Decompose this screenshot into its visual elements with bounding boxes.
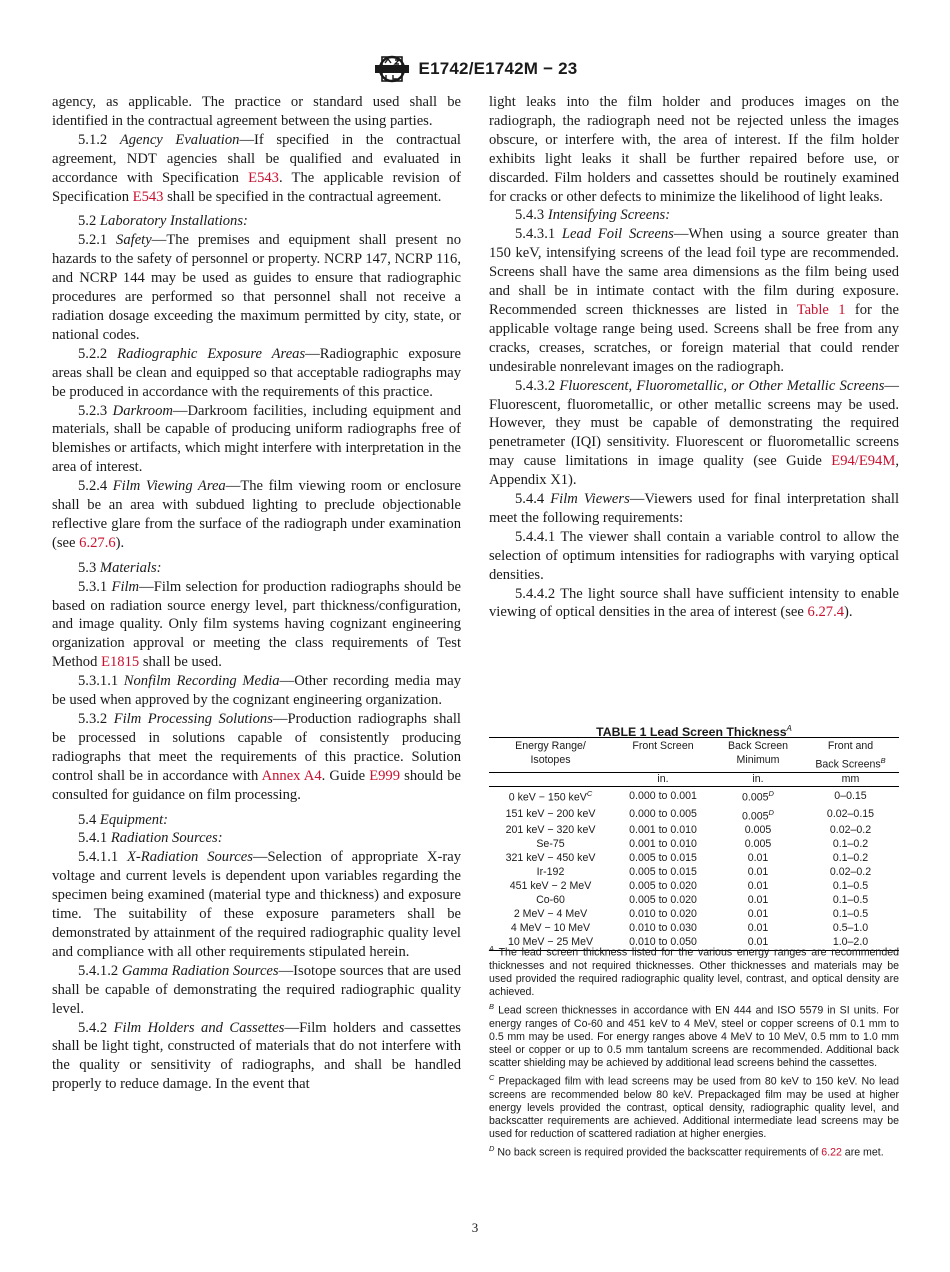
table-title: TABLE 1 Lead Screen Thickness$^A$ xyxy=(596,724,792,740)
link-e94-e94m[interactable]: E94/E94M xyxy=(831,453,896,470)
energy-cell: 10 MeV − 25 MeV xyxy=(489,936,612,951)
unit-cell: mm xyxy=(802,772,899,787)
energy-cell: 2 MeV − 4 MeV xyxy=(513,907,588,920)
section-5-4-1-1: 5.4.1.1 X-Radiation Sources—Selection of appropriate X-ray voltage and current levels is dependent upon variables regarding the specimen being examined (material type and thickness) and exposure time. The suitability of these exposure parameters shall be demonstrated by attainment of the required radiographic quality level and compliance with all other requirements stipulated herein. xyxy=(52,849,462,960)
energy-cell: Se-75 xyxy=(536,838,565,851)
back-screen-cell: 0.01 xyxy=(747,879,769,892)
section-5-2-2: 5.2.2 Radiographic Exposure Areas—Radiographic exposure areas shall be clean and equipped so that acceptable radiographs may be produced in accordance with the requirements of this practice. xyxy=(52,345,462,400)
front-and-back-cell: 0.1–0.5 xyxy=(832,907,869,920)
front-screen-cell: 0.001 to 0.010 xyxy=(629,838,697,851)
table-row xyxy=(489,787,899,806)
link-annex-a4[interactable]: Annex A4 xyxy=(261,767,322,784)
front-and-back-cell: 0.02–0.2 xyxy=(829,824,872,837)
back-screen-cell: 0.01 xyxy=(747,893,769,906)
section-5-4-4: 5.4.4 Film Viewers—Viewers used for final interpretation shall meet the following requirements: xyxy=(489,491,899,526)
paragraph: agency, as applicable. The practice or standard used shall be identified in the contractual agreement between the using parties. xyxy=(52,94,461,129)
column-header xyxy=(612,754,714,773)
column-header: Front Screen xyxy=(612,738,714,754)
footnote-a: $^A$ The lead screen thickness listed for the various energy ranges are recommended thicknesses and not required thicknesses. Other thicknesses and materials may be used provided the required radiographic quality level, contrast, and optical density are achieved. xyxy=(489,944,899,999)
back-screen-cell: 0.01 xyxy=(747,921,769,934)
back-screen-cell: 0.01 xyxy=(747,907,769,920)
table-row xyxy=(489,880,899,894)
front-screen-cell: 0.005 to 0.015 xyxy=(629,866,697,879)
table-row xyxy=(489,908,899,922)
section-5-4-3: 5.4.3 Intensifying Screens: xyxy=(515,207,671,224)
section-5-2: 5.2 Laboratory Installations: xyxy=(78,213,248,230)
table-row xyxy=(489,806,899,824)
footnote-d: $^D$ No back screen is required provided the backscatter requirements of 6.22 are met. xyxy=(489,1143,884,1159)
front-screen-cell: 0.005 to 0.015 xyxy=(629,852,697,865)
table-row xyxy=(489,894,899,908)
link-e543[interactable]: E543 xyxy=(248,169,279,186)
back-screen-cell: 0.01 xyxy=(747,852,769,865)
back-screen-cell: $0.005^D$ xyxy=(742,789,774,804)
section-5-4-1: 5.4.1 Radiation Sources: xyxy=(78,830,223,847)
section-5-2-3: 5.2.3 Darkroom—Darkroom facilities, including equipment and materials, shall be capable of producing uniform radiographs free of blemishes or artifacts, which might interfere with interpretation in the area of interest. xyxy=(52,402,462,476)
table xyxy=(489,737,899,951)
table-row xyxy=(489,838,899,852)
front-screen-cell: 0.000 to 0.001 xyxy=(629,789,697,802)
front-screen-cell: 0.005 to 0.020 xyxy=(629,879,697,892)
energy-cell: 4 MeV − 10 MeV xyxy=(510,921,591,934)
back-screen-cell: 0.005 xyxy=(744,824,772,837)
energy-cell: Ir-192 xyxy=(536,866,565,879)
link-6-27-4[interactable]: 6.27.4 xyxy=(807,604,845,621)
left-column xyxy=(52,93,461,1094)
front-and-back-cell: 0–0.15 xyxy=(834,789,867,802)
front-and-back-cell: 0.1–0.5 xyxy=(832,879,869,892)
back-screen-cell: 0.005 xyxy=(744,838,772,851)
astm-logo-icon xyxy=(373,54,411,84)
front-and-back-cell: 1.0–2.0 xyxy=(802,936,899,951)
column-header: Energy Range/ xyxy=(489,738,612,754)
energy-cell: 451 keV − 2 MeV xyxy=(509,879,592,892)
front-screen-cell: 0.010 to 0.020 xyxy=(629,907,697,920)
energy-cell: 201 keV − 320 keV xyxy=(505,824,596,837)
table-row xyxy=(489,852,899,866)
lead-screen-table xyxy=(489,720,899,951)
section-5-4-3-1: 5.4.3.1 Lead Foil Screens—When using a source greater than 150 keV, intensifying screens of the lead foil type are recommended. Screens shall have the same area dimensions as the film being used and shall be in intimate contact with the film during exposure. Recommended screen thicknesses are listed in Table 1 for the applicable voltage range being used. Screens shall be free from any cracks, creases, scratches, or foreign material that could render undesirable nonrelevant images on the radiograph. xyxy=(489,226,899,375)
energy-cell: 151 keV − 200 keV xyxy=(505,808,596,821)
page-header xyxy=(0,52,950,86)
link-6-27-6[interactable]: 6.27.6 xyxy=(79,534,116,551)
front-and-back-cell: 0.02–0.2 xyxy=(829,866,872,879)
table-footnotes xyxy=(489,942,899,1160)
footnote-b: $^B$ Lead screen thicknesses in accordance with EN 444 and ISO 5579 in SI units. For energy ranges of Co-60 and 451 keV to 4 MeV, steel or copper screens of 0.1 mm to 0.5 mm may be used. For energy ranges above 4 MeV to 10 MeV, 0.5 mm to 1.0 mm steel or copper or up to 0.5 mm tantalum screens are recommended. Additional back scatter shielding may be achieved by additional lead screens behind the cassettes. xyxy=(489,1001,899,1070)
column-header: Isotopes xyxy=(489,754,612,773)
front-and-back-cell: 0.5–1.0 xyxy=(832,921,869,934)
section-5-4-4-1: 5.4.4.1 The viewer shall contain a variable control to allow the selection of optimum intensities for radiographs with varying optical densities. xyxy=(489,528,899,583)
unit-cell: in. xyxy=(612,772,714,787)
link-e999[interactable]: E999 xyxy=(369,767,401,784)
section-5-4-4-2: 5.4.4.2 The light source shall have sufficient intensity to enable viewing of optical densities in the area of interest (see 6.27.4). xyxy=(489,585,899,621)
unit-cell xyxy=(489,772,612,787)
section-5-3-1: 5.3.1 Film—Film selection for production radiographs should be based on radiation source energy level, part thickness/configuration, and image quality. Only film systems having cognizant engineering organization approval or meeting the class requirements of Test Method E1815 shall be used. xyxy=(52,578,461,671)
unit-cell: in. xyxy=(714,772,802,787)
right-column xyxy=(489,93,899,622)
link-table-1[interactable]: Table 1 xyxy=(796,301,846,318)
section-5-4-2: 5.4.2 Film Holders and Cassettes—Film holders and cassettes shall be light tight, constructed of materials that do not interfere with the quality or sensitivity of radiographs, and shall be handled properly to reduce damage. In the event that xyxy=(52,1019,461,1093)
link-e1815[interactable]: E1815 xyxy=(101,654,140,671)
back-screen-cell: $0.005^D$ xyxy=(742,807,774,823)
table-row xyxy=(489,922,899,936)
link-e543[interactable]: E543 xyxy=(132,188,164,205)
energy-cell: Co-60 xyxy=(536,893,565,906)
front-and-back-cell: 0.1–0.5 xyxy=(832,893,869,906)
section-5-4-3-2: 5.4.3.2 Fluorescent, Fluorometallic, or Other Metallic Screens—Fluorescent, fluorometallic, or other metallic screens may be used. However, they must be capable of demonstrating the required penetrameter (IQI) sensitivity. Fluorescent or fluorometallic screens may cause limitations in image quality (see Guide E94/E94M, Appendix X1). xyxy=(489,377,899,489)
front-and-back-cell: 0.02–0.15 xyxy=(826,808,875,821)
column-header: Minimum xyxy=(714,754,802,773)
section-5-4: 5.4 Equipment: xyxy=(78,811,168,828)
section-5-3: 5.3 Materials: xyxy=(78,559,162,576)
section-5-3-2: 5.3.2 Film Processing Solutions—Production radiographs shall be processed in solutions capable of consistently producing radiographs that meet the requirements of this practice. Solution control shall be in accordance with Annex A4. Guide E999 should be consulted for guidance on film processing. xyxy=(52,711,461,803)
page-number: 3 xyxy=(471,1220,479,1235)
front-screen-cell: 0.000 to 0.005 xyxy=(629,808,697,821)
energy-cell: 321 keV − 450 keV xyxy=(505,852,596,865)
column-header: Front and xyxy=(802,738,899,754)
front-and-back-cell: 0.1–0.2 xyxy=(832,838,869,851)
paragraph: light leaks into the film holder and produces images on the radiograph, the radiograph need not be rejected unless the images obscure, or interfere with, the area of interest. If the film holder exhibits light leaks it shall be further repaired before use, or discarded. Film holders and cassettes should be routinely examined for cracks or other defects to minimize the likelihood of light leaks. xyxy=(489,94,899,205)
back-screen-cell: 0.01 xyxy=(747,866,769,879)
front-screen-cell: 0.010 to 0.030 xyxy=(629,921,697,934)
front-and-back-cell: 0.1–0.2 xyxy=(832,852,869,865)
energy-cell: 0 keV − 150 keV$^C$ xyxy=(508,789,593,804)
section-5-3-1-1: 5.3.1.1 Nonfilm Recording Media—Other recording media may be used when approved by the cognizant engineering organization. xyxy=(52,673,462,709)
table-row xyxy=(489,866,899,880)
section-5-1-2: 5.1.2 Agency Evaluation—If specified in the contractual agreement, NDT agencies shall be qualified and evaluated in accordance with Specification E543. The applicable revision of Specification E543 shall be specified in the contractual agreement. xyxy=(52,131,461,205)
front-screen-cell: 0.001 to 0.010 xyxy=(629,824,697,837)
section-5-2-4: 5.2.4 Film Viewing Area—The film viewing room or enclosure shall be an area with subdued lighting to preclude objectionable reflective glare from the surface of the radiograph under examination (see 6.27.6). xyxy=(52,478,461,551)
table-row xyxy=(489,824,899,838)
section-5-2-1: 5.2.1 Safety—The premises and equipment shall present no hazards to the safety of personnel or property. NCRP 147, NCRP 116, and NCRP 144 may be used as guides to ensure that radiographic procedures are performed so that personnel shall not receive a radiation dosage exceeding the maximum permitted by city, state, or national codes. xyxy=(52,232,461,343)
back-screen-cell: 0.01 xyxy=(714,936,802,951)
column-header: Back Screens$^B$ xyxy=(802,754,899,773)
front-screen-cell: 0.010 to 0.050 xyxy=(612,936,714,951)
front-screen-cell: 0.005 to 0.020 xyxy=(629,893,697,906)
column-header: Back Screen xyxy=(714,738,802,754)
footnote-c: $^C$ Prepackaged film with lead screens may be used from 80 keV to 150 keV. No lead screens are recommended below 80 keV. Prepackaged film may be used at higher energy levels provided the contrast, optical density, radiographic quality level, and backscatter requirements are achieved. Additional intermediate lead screens may be used for reduction of scattered radiation at higher energies. xyxy=(489,1072,899,1141)
document-designation: E1742/E1742M − 23 xyxy=(418,59,578,78)
section-5-4-1-2: 5.4.1.2 Gamma Radiation Sources—Isotope sources that are used shall be capable of demonstrating the required radiographic quality level. xyxy=(52,962,461,1017)
link-6-22[interactable]: 6.22 xyxy=(821,1146,842,1159)
